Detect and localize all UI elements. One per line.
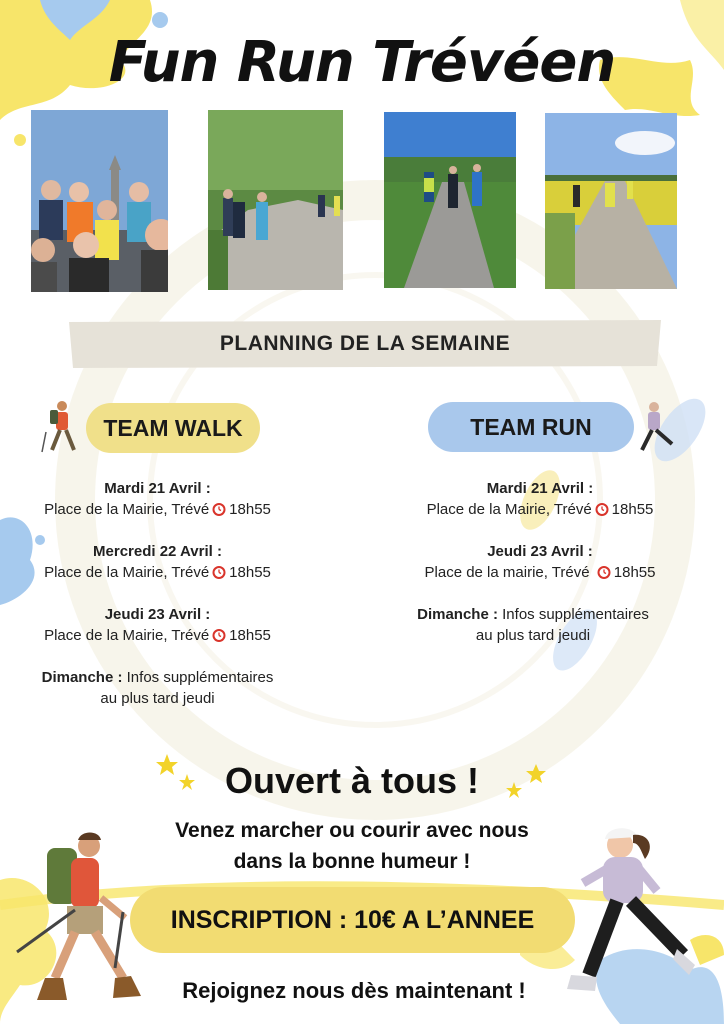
walk-sunday-info-2: au plus tard jeudi [100,690,215,707]
alarm-clock-icon [597,565,611,579]
open-to-all-heading: Ouvert à tous ! [224,760,480,801]
walk-session-1-time: 18h55 [229,501,271,518]
run-sunday-info-2: au plus tard jeudi [475,627,591,644]
join-now-text: Rejoignez nous dès maintenant ! [182,978,526,1003]
walk-sunday-label: Dimanche : [41,669,123,686]
runners-field-photo [545,113,677,289]
walk-sunday-info-1: Infos supplémentaires [126,669,274,686]
walk-session-1 [20,478,295,520]
run-sunday-info-1: Infos supplémentaires [502,606,649,623]
flyer-title: Fun Run Trévéen [108,30,616,95]
walk-session-2-time: 18h55 [229,564,271,581]
run-session-1-place: Place de la Mairie, Trévé [426,501,592,518]
walk-session-2 [20,541,295,583]
run-session-2-place: Place de la mairie, Trévé [424,564,590,581]
alarm-clock-icon [212,502,226,516]
runners-road-photo [384,112,516,288]
run-session-1-day: Mardi 21 Avril : [486,480,594,497]
walk-session-1-place: Place de la Mairie, Trévé [44,501,210,518]
run-session-1 [400,478,680,520]
run-sunday-info [400,604,666,646]
walk-session-3-time: 18h55 [229,627,271,644]
walk-session-1-day: Mardi 21 Avril : [104,480,211,497]
invite-line-1: Venez marcher ou courir avec nous [175,819,529,842]
team-walk-label: TEAM WALK [86,403,260,453]
walk-session-3-place: Place de la Mairie, Trévé [44,627,210,644]
team-run-label: TEAM RUN [428,402,634,452]
run-session-2-time: 18h55 [613,564,656,581]
run-session-1-time: 18h55 [611,501,654,518]
walk-session-2-day: Mercredi 22 Avril : [93,543,222,560]
walk-session-2-place: Place de la Mairie, Trévé [44,564,210,581]
walkers-road-photo [208,110,343,290]
group-selfie-photo [31,110,168,292]
walker-icon [40,398,84,458]
walk-session-3-day: Jeudi 23 Avril : [104,606,211,623]
run-session-2-day: Jeudi 23 Avril : [487,543,593,560]
planning-title: PLANNING DE LA SEMAINE [219,332,511,355]
alarm-clock-icon [595,502,609,516]
run-sunday-label: Dimanche : [417,606,498,623]
alarm-clock-icon [212,565,226,579]
walk-session-3 [20,604,295,646]
alarm-clock-icon [212,628,226,642]
runner-icon [636,400,680,460]
inscription-price: INSCRIPTION : 10€ A L’ANNEE [170,906,535,934]
run-session-2 [400,541,680,583]
invite-line-2: dans la bonne humeur ! [233,850,471,873]
walk-sunday-info [20,667,295,709]
